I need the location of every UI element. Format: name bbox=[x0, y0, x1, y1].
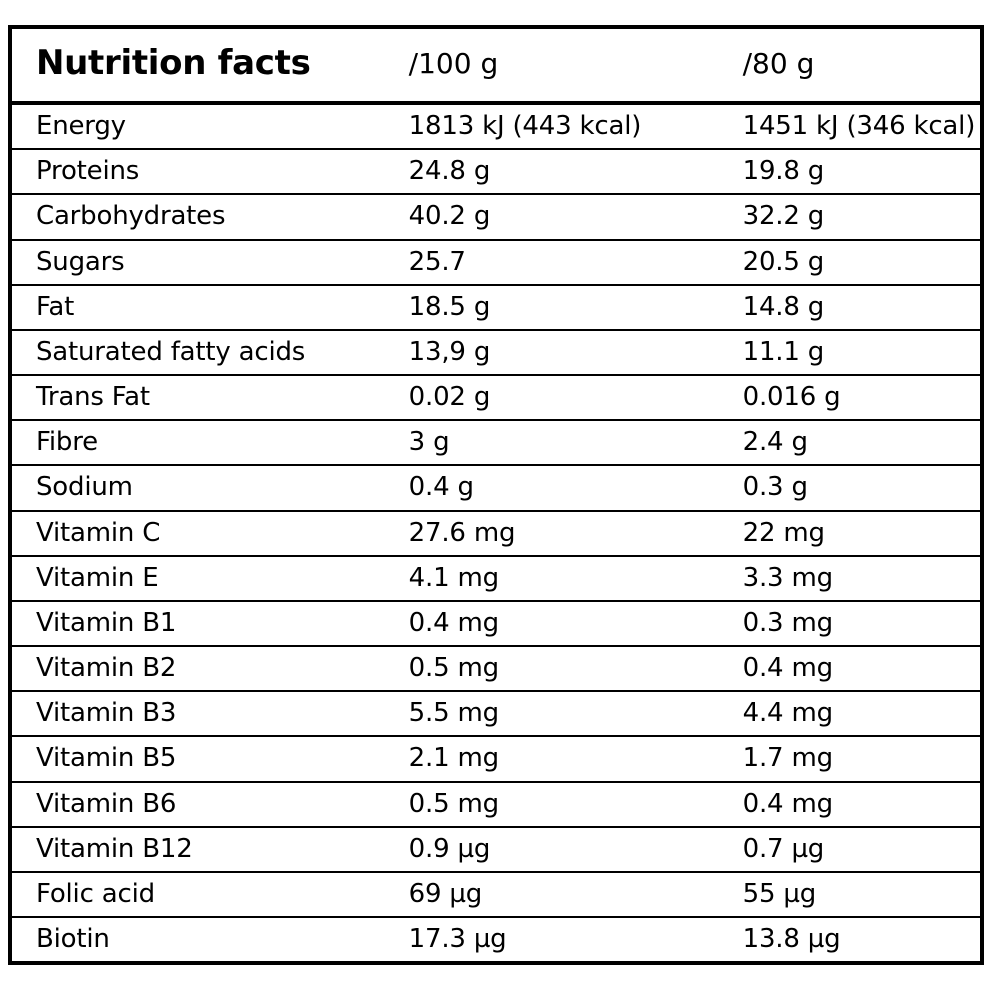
table-row bbox=[12, 556, 980, 601]
table-row bbox=[12, 194, 980, 239]
nutrient-label: Carbohydrates bbox=[12, 194, 385, 239]
nutrient-label: Sugars bbox=[12, 240, 385, 285]
nutrient-value-per-100g: 1813 kJ (443 kcal) bbox=[385, 103, 719, 150]
nutrient-label: Vitamin C bbox=[12, 511, 385, 556]
nutrient-label: Proteins bbox=[12, 149, 385, 194]
table-row bbox=[12, 103, 980, 150]
nutrient-label: Folic acid bbox=[12, 872, 385, 917]
nutrient-value-per-100g: 25.7 bbox=[385, 240, 719, 285]
nutrient-value-per-80g: 22 mg bbox=[719, 511, 980, 556]
table-row bbox=[12, 782, 980, 827]
nutrient-label: Fibre bbox=[12, 420, 385, 465]
table-row bbox=[12, 872, 980, 917]
nutrient-value-per-80g: 0.4 mg bbox=[719, 782, 980, 827]
nutrient-value-per-100g: 5.5 mg bbox=[385, 691, 719, 736]
table-row bbox=[12, 511, 980, 556]
page-title: Nutrition facts bbox=[12, 29, 385, 103]
nutrient-label: Vitamin B6 bbox=[12, 782, 385, 827]
nutrient-value-per-80g: 4.4 mg bbox=[719, 691, 980, 736]
nutrient-label: Biotin bbox=[36, 923, 110, 954]
nutrient-label: Sodium bbox=[12, 465, 385, 510]
table-row bbox=[12, 240, 980, 285]
table-row bbox=[12, 691, 980, 736]
nutrition-facts-table bbox=[12, 29, 980, 961]
nutrient-label: Vitamin B12 bbox=[12, 827, 385, 872]
nutrient-value-per-100g: 40.2 g bbox=[385, 194, 719, 239]
nutrient-value-per-80g: 3.3 mg bbox=[719, 556, 980, 601]
nutrient-value-per-80g: 2.4 g bbox=[719, 420, 980, 465]
nutrient-value-per-80g: 13.8 µg bbox=[742, 923, 841, 954]
nutrient-label: Energy bbox=[12, 103, 385, 150]
nutrient-value-per-80g: 19.8 g bbox=[719, 149, 980, 194]
nutrient-label: Vitamin B1 bbox=[12, 601, 385, 646]
nutrient-value-per-100g: 24.8 g bbox=[385, 149, 719, 194]
table-row bbox=[12, 149, 980, 194]
nutrient-value-per-100g: 17.3 µg bbox=[408, 923, 507, 954]
nutrient-label: Vitamin B2 bbox=[12, 646, 385, 691]
nutrition-facts-panel bbox=[8, 25, 984, 965]
nutrient-label: Trans Fat bbox=[12, 375, 385, 420]
nutrient-value-per-100g: 0.5 mg bbox=[385, 782, 719, 827]
nutrient-value-per-80g: 32.2 g bbox=[719, 194, 980, 239]
table-row bbox=[12, 917, 980, 961]
table-row bbox=[12, 646, 980, 691]
nutrient-value-per-100g: 0.5 mg bbox=[385, 646, 719, 691]
table-row bbox=[12, 285, 980, 330]
column-header-per-100g: /100 g bbox=[385, 29, 719, 103]
table-body bbox=[12, 29, 980, 961]
table-header-row bbox=[12, 29, 980, 103]
nutrient-value-per-100g: 69 µg bbox=[385, 872, 719, 917]
nutrient-value-per-80g: 0.3 g bbox=[719, 465, 980, 510]
nutrient-label: Vitamin E bbox=[12, 556, 385, 601]
nutrient-value-per-80g: 0.4 mg bbox=[719, 646, 980, 691]
nutrient-value-per-100g: 0.02 g bbox=[385, 375, 719, 420]
nutrient-value-per-80g: 55 µg bbox=[719, 872, 980, 917]
nutrient-value-per-80g: 0.016 g bbox=[719, 375, 980, 420]
nutrient-value-per-80g: 1451 kJ (346 kcal) bbox=[719, 103, 980, 150]
nutrient-value-per-100g: 0.4 mg bbox=[385, 601, 719, 646]
nutrient-value-per-80g: 0.7 µg bbox=[719, 827, 980, 872]
nutrient-value-per-100g: 4.1 mg bbox=[385, 556, 719, 601]
nutrient-value-per-100g: 0.4 g bbox=[385, 465, 719, 510]
nutrient-value-per-80g: 14.8 g bbox=[719, 285, 980, 330]
table-row bbox=[12, 420, 980, 465]
nutrient-label: Fat bbox=[12, 285, 385, 330]
nutrient-value-per-100g: 27.6 mg bbox=[385, 511, 719, 556]
nutrient-value-per-100g: 13,9 g bbox=[385, 330, 719, 375]
nutrient-value-per-100g: 18.5 g bbox=[385, 285, 719, 330]
table-row bbox=[12, 601, 980, 646]
table-row bbox=[12, 827, 980, 872]
nutrient-label: Vitamin B5 bbox=[12, 736, 385, 781]
nutrient-value-per-100g: 0.9 µg bbox=[385, 827, 719, 872]
nutrient-label: Vitamin B3 bbox=[12, 691, 385, 736]
nutrient-value-per-80g: 0.3 mg bbox=[719, 601, 980, 646]
table-row bbox=[12, 330, 980, 375]
table-row bbox=[12, 465, 980, 510]
nutrient-label: Saturated fatty acids bbox=[12, 330, 385, 375]
nutrient-value-per-100g: 2.1 mg bbox=[385, 736, 719, 781]
column-header-per-80g: /80 g bbox=[719, 29, 980, 103]
nutrient-value-per-100g: 3 g bbox=[385, 420, 719, 465]
table-row bbox=[12, 375, 980, 420]
nutrient-value-per-80g: 20.5 g bbox=[719, 240, 980, 285]
nutrient-value-per-80g: 11.1 g bbox=[719, 330, 980, 375]
nutrient-value-per-80g: 1.7 mg bbox=[719, 736, 980, 781]
table-row bbox=[12, 736, 980, 781]
